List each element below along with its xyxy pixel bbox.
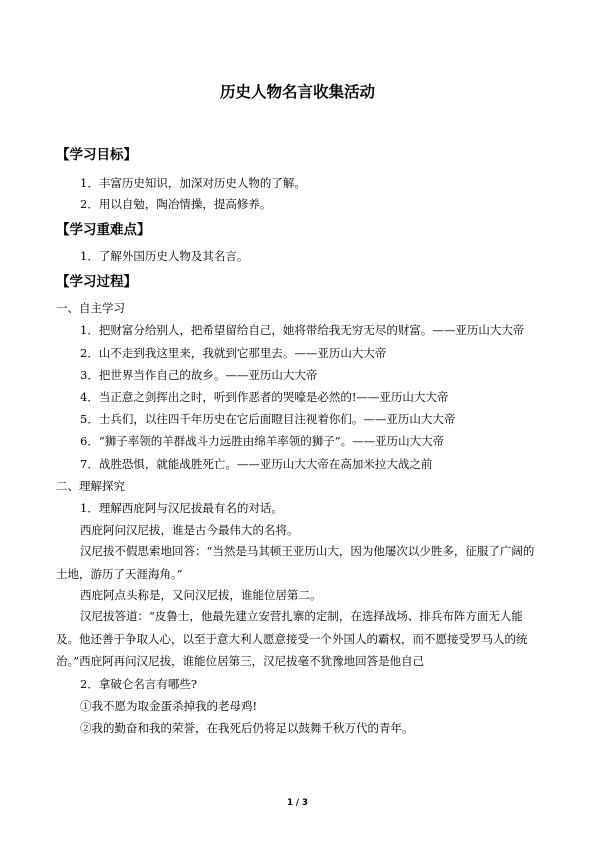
page-title: 历史人物名言收集活动 (219, 83, 375, 101)
dialogue-paragraph: 汉尼拔不假思索地回答：“当然是马其顿王亚历山大，因为他屡次以少胜多，征服了广阔的土地，游历了天涯海角。” (56, 544, 535, 581)
napoleon-quote: ②我的勤奋和我的荣誉，在我死后仍将足以鼓舞千秋万代的青年。 (80, 721, 414, 735)
section-label-self-study: 一、自主学习 (56, 301, 125, 315)
dialogue-paragraph: 西庇阿问汉尼拔，谁是古今最伟大的名将。 (80, 523, 299, 537)
key-point-item: 1．了解外国历史人物及其名言。 (80, 249, 249, 263)
page-number: 1 / 3 (287, 798, 308, 808)
quote-item: 6．“狮子率领的羊群战斗力远胜由绵羊率领的狮子”。——亚历山大大帝 (80, 434, 445, 448)
quote-item: 3．把世界当作自己的故乡。——亚历山大大帝 (80, 368, 318, 382)
question-2: 2．拿破仑名言有哪些? (80, 677, 197, 691)
question-1: 1．理解西庇阿与汉尼拔最有名的对话。 (80, 501, 283, 515)
quote-item: 4．当正意之剑挥出之时，听到作恶者的哭嚎是必然的!——亚历山大大帝 (80, 390, 449, 404)
dialogue-paragraph: 汉尼拔答道：“皮鲁士，他最先建立安营扎寨的定制，在选择战场、排兵布阵方面无人能及。他还善于争取人心，以至于意大利人愿意接受一个外国人的霸权，而不愿接受罗马人的统治。”西庇阿再问汉尼拔，谁能位居第三，汉尼拔毫不犹豫地回答是他自己 (56, 609, 528, 668)
process-heading: 【学习过程】 (56, 274, 137, 290)
quote-item: 2．山不走到我这里来，我就到它那里去。——亚历山大大帝 (80, 346, 387, 360)
key-points-heading: 【学习重难点】 (56, 222, 151, 238)
goal-item: 1．丰富历史知识，加深对历史人物的了解。 (80, 176, 306, 190)
napoleon-quote: ①我不愿为取金蛋杀掉我的老母鸡! (80, 699, 258, 713)
section-label-inquiry: 二、理解探究 (56, 479, 125, 493)
quote-item: 5．士兵们，以往四千年历史在它后面瞪目注视着你们。——亚历山大大帝 (80, 412, 456, 426)
quote-item: 7．战胜恐惧，就能战胜死亡。——亚历山大大帝在高加米拉大战之前 (80, 457, 433, 471)
quote-item: 1．把财富分给别人，把希望留给自己，她将带给我无穷无尽的财富。——亚历山大大帝 (80, 323, 525, 337)
goal-item: 2．用以自勉，陶冶情操，提高修养。 (80, 197, 272, 211)
dialogue-paragraph: 西庇阿点头称是，又问汉尼拔，谁能位居第二。 (80, 588, 322, 602)
goals-heading: 【学习目标】 (56, 147, 137, 163)
